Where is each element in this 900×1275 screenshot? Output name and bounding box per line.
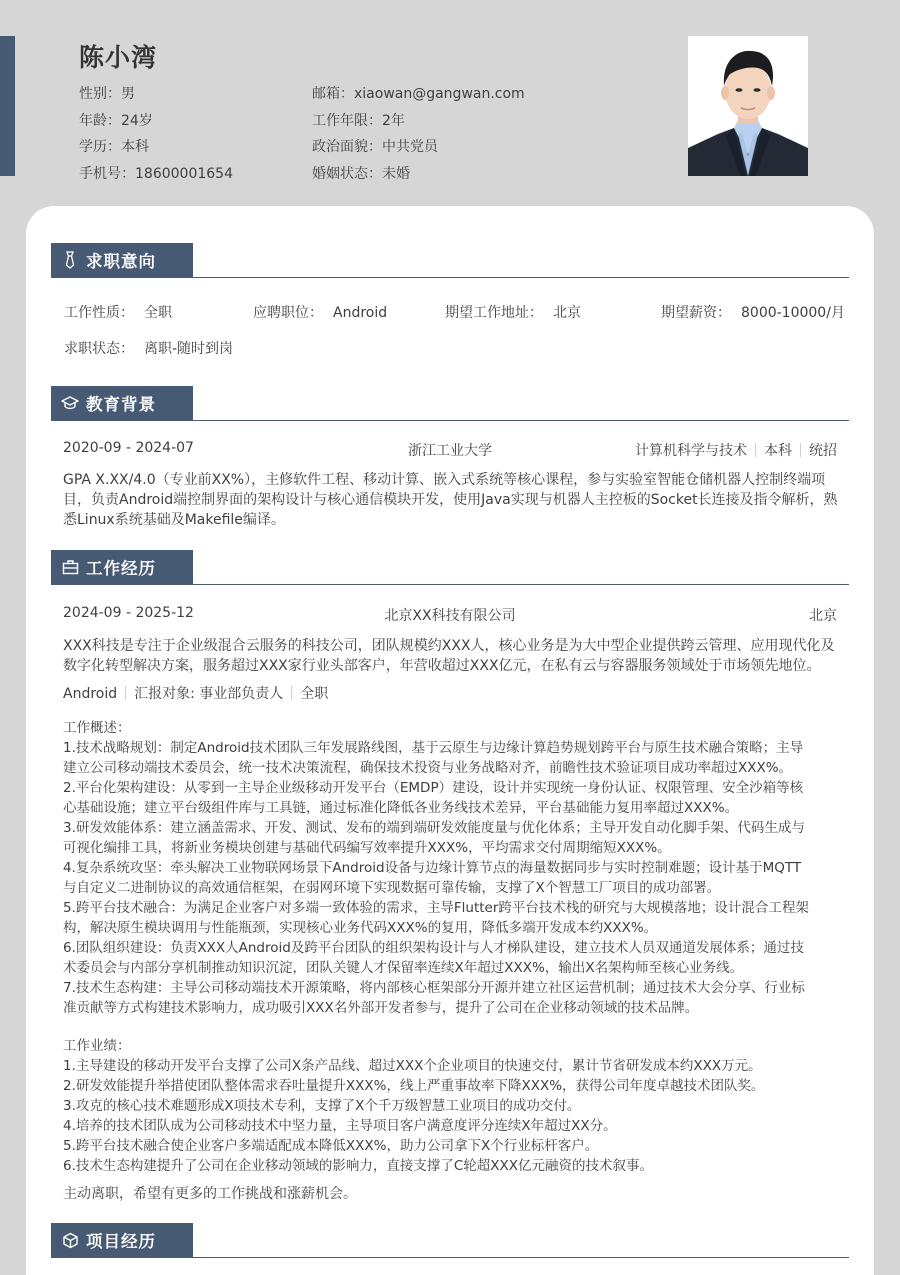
tag-report-to: 汇报对象: 事业部负责人	[134, 686, 284, 702]
info-row	[79, 133, 639, 160]
cube-icon	[61, 1231, 79, 1249]
company-intro: XXX科技是专注于企业级混合云服务的科技公司，团队规模约XXX人，核心业务是为大中型企业提供跨云管理、应用现代化及 数字化转型解决方案，服务超过XXX家行业头部客户，年营收超过XXX亿元，在私有云与容器服务领域处于市场领先地位。	[63, 638, 835, 674]
section-tab	[51, 386, 193, 420]
political-status: 政治面貌：中共党员	[312, 139, 438, 156]
education-level: 学历：本科	[79, 139, 149, 156]
section-header-projects	[51, 1223, 849, 1258]
section-tab	[51, 243, 193, 277]
info-row	[79, 80, 639, 107]
section-title: 求职意向	[86, 252, 156, 271]
enrollment-type: 统招	[809, 443, 837, 459]
leave-reason: 主动离职，希望有更多的工作挑战和涨薪机会。	[63, 1186, 357, 1202]
work-achievements: 工作业绩： 1.主导建设的移动开发平台支撑了公司X条产品线、超过XXX个企业项目的快速交付，累计节省研发成本约XXX万元。 2.研发效能提升举措使团队整体需求吞吐量提升XXX%，线上严重事故率下降XXX%，获得公司年度卓越技术团队奖。 3.攻克的核心技术难题形成X项技术专利，支撑了X个千万级智慧工业项目的成功交付。 4.培养的技术团队成为公司移动技术中坚力量，主导项目客户满意度评分连续X年超过XX分。 5.跨平台技术融合使企业客户多端适配成本降低XXX%，助力公司拿下X个行业标杆客户。 6.技术生态构建提升了公司在企业移动领域的影响力，直接支撑了C轮超XXX亿元融资的技术叙事。	[63, 1036, 839, 1176]
degree: 本科	[764, 443, 792, 459]
section-tab	[51, 1223, 193, 1257]
header-accent-bar	[0, 36, 15, 176]
section-header-job-intent	[51, 243, 849, 278]
expected-location: 期望工作地址： 北京	[445, 305, 581, 321]
section-tab	[51, 550, 193, 584]
major: 计算机科学与技术	[635, 443, 747, 459]
divider	[755, 443, 756, 457]
section-title: 教育背景	[86, 395, 156, 414]
gender: 性别：男	[79, 86, 135, 103]
profile-photo	[688, 36, 808, 176]
briefcase-icon	[61, 558, 79, 576]
company-name: 北京XX科技有限公司	[384, 608, 516, 624]
divider	[800, 443, 801, 457]
work-type: 工作性质： 全职	[64, 305, 172, 321]
section-title: 项目经历	[86, 1232, 156, 1251]
divider	[125, 686, 126, 700]
info-row	[79, 107, 639, 134]
work-overview: 工作概述： 1.技术战略规划：制定Android技术团队三年发展路线图，基于云原生与边缘计算趋势规划跨平台与原生技术融合策略；主导 建立公司移动端技术委员会，统一技术决策流程，确保技术投资与业务战略对齐，前瞻性技术验证项目成功率超过XXX%。 2.平台化架构建设：从零到一主导企业级移动开发平台（EMDP）建设，设计并实现统一身份认证、权限管理、安全沙箱等核 心基础设施；建立平台级组件库与工具链，通过标准化降低各业务线技术差异，平台基础能力复用率超过XXX%。 3.研发效能体系：建立涵盖需求、开发、测试、发布的端到端研发效能度量与优化体系；主导开发自动化脚手架、代码生成与 可视化编排工具，将新业务模块创建与基础代码编写效率提升XXX%，平均需求交付周期缩短XXX%。 4.复杂系统攻坚：牵头解决工业物联网场景下Android设备与边缘计算节点的海量数据同步与实时控制难题；设计基于MQTT 与自定义二进制协议的高效通信框架，在弱网环境下实现数据可靠传输，支撑了X个智慧工厂项目的成功部署。 5.跨平台技术融合：为满足企业客户对多端一致体验的需求，主导Flutter跨平台技术栈的研究与大规模落地；设计混合工程架 构，解决原生模块调用与性能瓶颈，实现核心业务代码XXX%的复用，降低多端开发成本约XXX%。 6.团队组织建设：负责XXX人Android及跨平台团队的组织架构设计与人才梯队建设，建立技术人员双通道发展体系；通过技 术委员会与内部分享机制推动知识沉淀，团队关键人才保留率连续X年超过XXX%，输出X名架构师至核心业务线。 7.技术生态构建：主导公司移动端技术开源策略，将内部核心框架部分开源并建立社区运营机制；通过技术大会分享、行业标 准贡献等方式构建技术影响力，成功吸引XXX名外部开发者参与，提升了公司在企业移动领域的技术品牌。	[63, 718, 839, 1018]
work-tags	[63, 683, 328, 703]
email: 邮箱：xiaowan@gangwan.com	[312, 86, 525, 103]
section-header-work	[51, 550, 849, 585]
overview-title: 工作概述：	[63, 720, 131, 736]
education-details	[635, 440, 837, 460]
tag-role: Android	[63, 686, 118, 702]
tag-employment-type: 全职	[300, 686, 329, 702]
expected-salary: 期望薪资： 8000-10000/月	[661, 305, 845, 321]
basic-info	[79, 80, 639, 186]
education-period: 2020-09 - 2024-07	[63, 440, 194, 456]
work-years: 工作年限：2年	[312, 112, 405, 129]
work-period: 2024-09 - 2025-12	[63, 605, 194, 621]
tie-icon	[61, 251, 79, 269]
job-status: 求职状态： 离职-随时到岗	[64, 341, 234, 357]
portrait-image	[688, 36, 808, 176]
applied-position: 应聘职位： Android	[253, 305, 388, 321]
section-header-education	[51, 386, 849, 421]
work-city: 北京	[809, 608, 837, 624]
info-row	[79, 160, 639, 187]
marital-status: 婚姻状态：未婚	[312, 165, 410, 182]
education-summary-row	[63, 440, 837, 460]
divider	[291, 686, 292, 700]
achievements-title: 工作业绩：	[63, 1038, 131, 1054]
phone: 手机号：18600001654	[79, 165, 233, 182]
section-title: 工作经历	[86, 559, 156, 578]
graduation-cap-icon	[61, 394, 79, 412]
candidate-name: 陈小湾	[79, 43, 158, 72]
work-summary-row	[63, 605, 837, 625]
age: 年龄：24岁	[79, 112, 153, 129]
school-name: 浙江工业大学	[408, 443, 492, 459]
education-description: GPA X.XX/4.0（专业前XX%），主修软件工程、移动计算、嵌入式系统等核心课程，参与实验室智能仓储机器人控制终端项 目，负责Android端控制界面的架构设计与核心通信模块开发，使用Java实现与机器人主控板的Socket长连接及指令解析，熟 悉Linux系统基础及Makefile编译。	[63, 472, 838, 528]
